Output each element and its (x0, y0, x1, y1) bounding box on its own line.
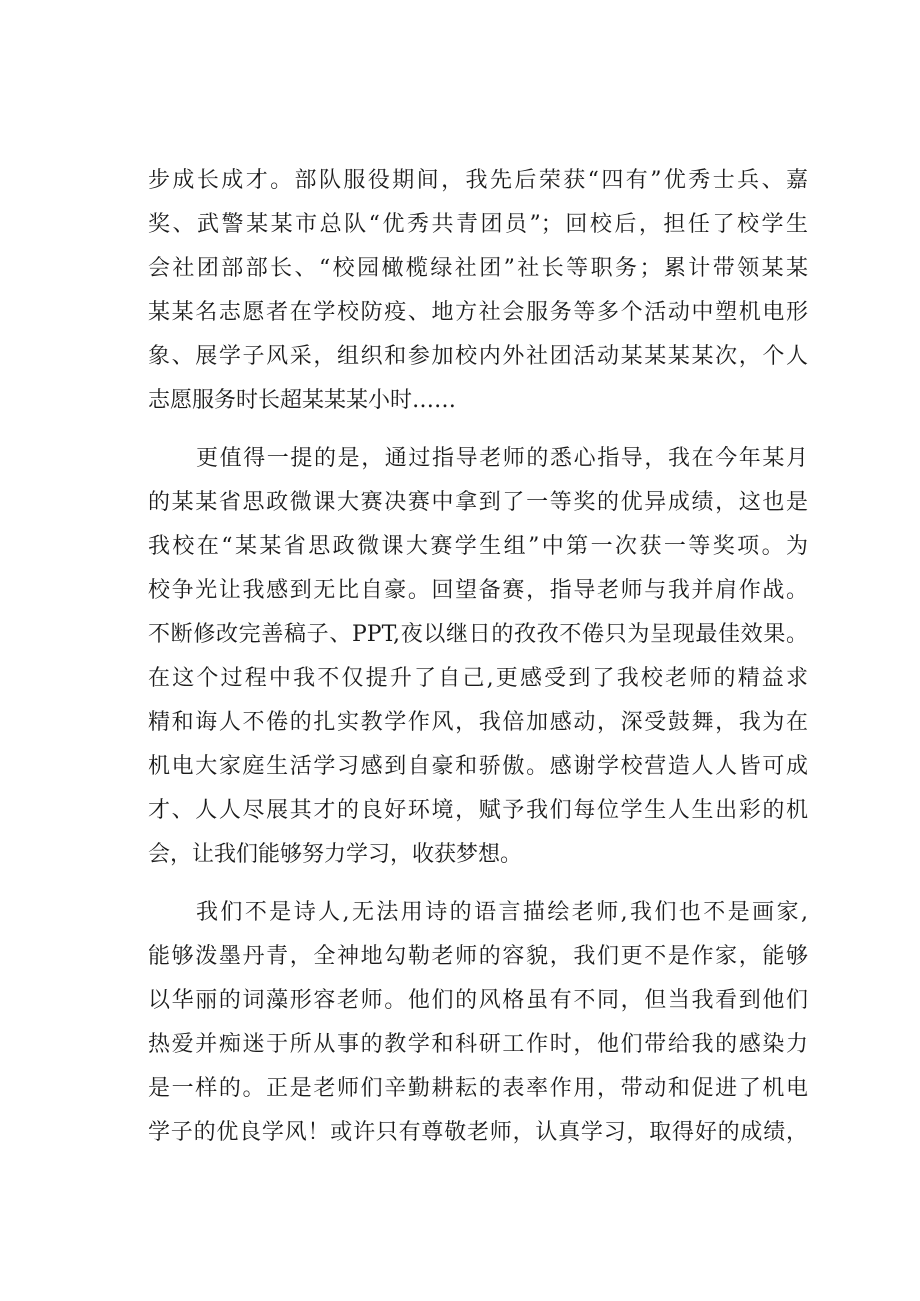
paragraph-line: 更值得一提的是，通过指导老师的悉心指导，我在今年某月 (196, 446, 808, 471)
paragraph-line: 机电大家庭生活学习感到自豪和骄傲。感谢学校营造人人皆可成 (148, 754, 808, 779)
paragraph-line: 会，让我们能够努力学习，收获梦想。 (148, 842, 523, 867)
paragraph-line: 校争光让我感到无比自豪。回望备赛，指导老师与我并肩作战。 (148, 578, 808, 603)
paragraph-line: 我们不是诗人,无法用诗的语言描绘老师,我们也不是画家, (196, 900, 808, 925)
paragraph-line: 象、展学子风采，组织和参加校内外社团活动某某某某次，个人 (148, 344, 808, 369)
paragraph-line: 的某某省思政微课大赛决赛中拿到了一等奖的优异成绩，这也是 (148, 490, 808, 515)
paragraph-line: 我校在“某某省思政微课大赛学生组”中第一次获一等奖项。为 (148, 534, 808, 559)
paragraph-line: 能够泼墨丹青，全神地勾勒老师的容貌，我们更不是作家，能够 (148, 944, 808, 969)
paragraph-line: 热爱并痴迷于所从事的教学和科研工作时，他们带给我的感染力 (148, 1032, 808, 1057)
paragraph-line: 以华丽的词藻形容老师。他们的风格虽有不同，但当我看到他们 (148, 988, 808, 1013)
paragraph-line: 精和诲人不倦的扎实教学作风，我倍加感动，深受鼓舞，我为在 (148, 710, 808, 735)
paragraph-line: 某某名志愿者在学校防疫、地方社会服务等多个活动中塑机电形 (148, 300, 808, 325)
paragraph-line: 步成长成才。部队服役期间，我先后荣获“四有”优秀士兵、嘉 (148, 168, 808, 193)
paragraph-line: 不断修改完善稿子、PPT,夜以继日的孜孜不倦只为呈现最佳效果。 (148, 622, 808, 647)
paragraph-line: 志愿服务时长超某某某小时…… (148, 388, 457, 413)
paragraph-line: 奖、武警某某市总队“优秀共青团员”；回校后，担任了校学生 (148, 212, 808, 237)
paragraph-line: 是一样的。正是老师们辛勤耕耘的表率作用，带动和促进了机电 (148, 1076, 808, 1101)
paragraph-line: 会社团部部长、“校园橄榄绿社团”社长等职务；累计带领某某 (148, 256, 808, 281)
paragraph-line: 才、人人尽展其才的良好环境，赋予我们每位学生人生出彩的机 (148, 798, 808, 823)
paragraph-line: 在这个过程中我不仅提升了自己,更感受到了我校老师的精益求 (148, 666, 808, 691)
paragraph-line: 学子的优良学风！或许只有尊敬老师，认真学习，取得好的成绩， (148, 1120, 808, 1145)
